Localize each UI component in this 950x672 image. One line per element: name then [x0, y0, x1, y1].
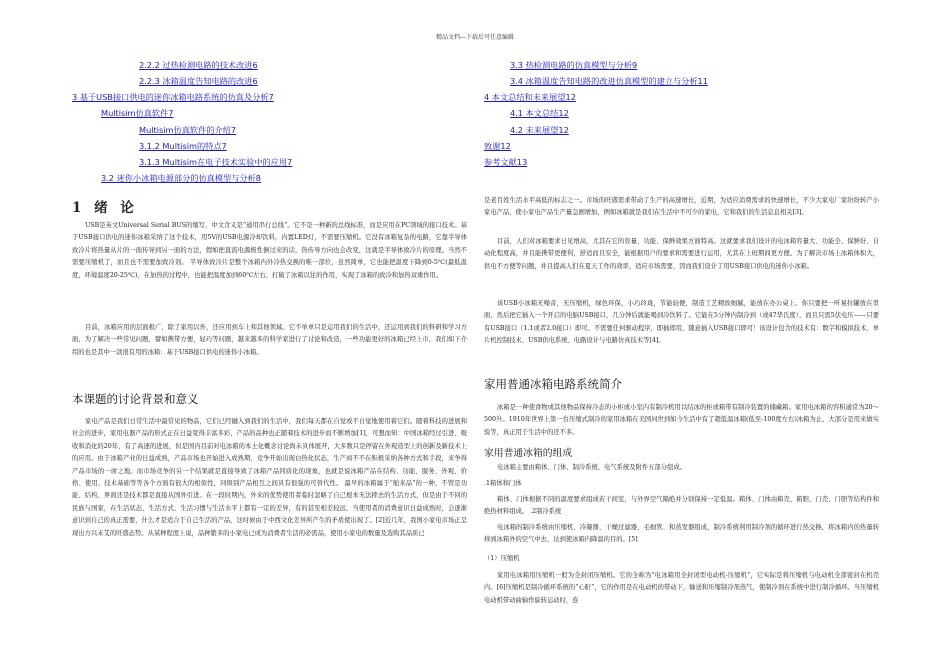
paragraph-fridge-definition: 冰箱是一种使食物或其他物品保持冷态的小柜或小室内有制冷机用以结冰的柜或箱带有制冷装置的储藏箱。家用电冰箱的容积通常为20～500升。1910年世界上第一台压缩式制冷的家用冰箱在美国问世到如今生活中有了超低温冰箱(低至-100度左右)冰箱为止，大部分是用来做实验等，真正用于生活中的还不多。: [484, 404, 879, 436]
section-title-home-fridge: 家用普通冰箱电路系统简介: [484, 377, 622, 391]
toc-link-2-2-3[interactable]: 2.2.3 冰箱温度告知电路的改进6: [139, 76, 258, 86]
paragraph-composition: 电冰箱主要由箱体、门体、制冷系统、电气系统及附件五部分组成。: [497, 464, 686, 471]
toc-link-references[interactable]: 参考文献13: [484, 157, 528, 167]
toc-link-4-2[interactable]: 4.2 未来展望12: [510, 125, 569, 135]
toc-link-3-2[interactable]: 3.2 迷你小冰箱电源部分的仿真模型与分析8: [101, 173, 262, 183]
chapter-title: 1 绪 论: [72, 200, 138, 216]
paragraph-requirements: 目前，人们对冰箱要求日见增高，尤其在它的容量、功能、保鲜效果方面特高。这就要求我们设计的电冰箱容量大、功能全、保鲜好、自动化程度高，并且能携带更便利，舒适而且安全，能根据用户的要求和需要进行运用，尤其在上班期间更方便。为了解决市场上冰箱体积大，供电不方便等问题，并且提高人们在夏天工作的效率，适应市场需要，因而我们设计了用USB接口供电的迷你小冰箱。: [484, 238, 879, 270]
paragraph-refrigeration-system: 电冰箱的制冷系统由压缩机、冷凝器、干燥过滤器、毛细管、和蒸发器组成，制冷系统利用制冷剂的循环进行热交换，将冰箱内的热量转移到冰箱外的空气中去，达到使冰箱内降温的目的。[5]: [484, 524, 879, 544]
toc-link-multisim-software[interactable]: Multisim仿真软件7: [101, 108, 174, 118]
paragraph-cabinet: 箱体、门体根据不同的温度要求组成若干间室，与外界空气隔绝并分别保持一定低温。箱体、门体由箱壳、箱胆、门壳、门胆等结构件和绝热材料组成。 .2制冷系统: [484, 496, 879, 516]
section-title-background: 本课题的讨论背景和意义: [72, 392, 199, 406]
toc-link-multisim-intro[interactable]: Multisim仿真软件的介绍7: [139, 125, 237, 135]
continued-paragraph: 是老百姓生活水平高低的标志之一。市场的旺盛需求带动了生产的高速增长，近期，为适应消费需求的快速增长，不少大家电厂家纷纷转产小家电产品，使小家电产品生产量急剧增加，例如冰箱就是我们在生活中不可少的家电，它和我们的生活息息相关[3]。: [484, 197, 879, 217]
toc-link-acknowledgements[interactable]: 致谢12: [484, 141, 511, 151]
toc-link-3-4[interactable]: 3.4 冰箱温度告知电路的改进仿真模型的建立与分析11: [510, 76, 708, 86]
toc-link-4-1[interactable]: 4.1 本文总结12: [510, 108, 569, 118]
toc-link-3-1-2[interactable]: 3.1.2 Multisim的特点7: [139, 141, 227, 151]
intro-paragraph-2: 目前，冰箱应用的层面极广，除了家用以外，还应用到车上和其他领域。它不单单只是运用我们的生活中，还运用到我们的科研和学习方面，为了解决一些常见问题，譬如携带方便，轻巧等问题，越来越多的科学家进行了讨论和改造，一些功能更好的冰箱已经上市，我们如下介绍的也是其中一款很有用的冰箱：基于USB接口供电的迷你小冰箱。: [72, 324, 467, 356]
toc-link-4[interactable]: 4 本文总结和未来展望12: [484, 92, 576, 102]
page-header: 精品文档---下载后可任意编辑: [435, 34, 515, 41]
toc-link-3-3[interactable]: 3.3 热检测电路的仿真模型与分析9: [510, 60, 638, 70]
item-cabinet-door: .1箱体和门体: [484, 480, 522, 487]
paragraph-compressor: 家用电冰箱用压缩机一般为全封闭压缩机。它的全称为“电冰箱用全封闭型电动机-压缩机”，它实际是将压缩机与电动机全部密封在机壳内。[6]压缩机是制冷循环系统的“心脏”，它的作用是在电动机的带动下，输送和压缩制冷剂蒸气，使制冷剂在系统中进行制冷循环。当压缩机电动机带动曲轴作旋转运动时，连: [484, 572, 879, 604]
toc-link-2-2-2[interactable]: 2.2.2 过热检测电路的技术改进6: [139, 60, 258, 70]
background-paragraph: 家电产品是我们日常生活中最常见的物品，它们已经融入到我们的生活中，我们每天都在自觉或不自觉地使用着它们。随着科技的进展和社会的进步，家用电器产品的形式正在日益变得丰富多彩，产品的品种也正随着技术的进步而不断增加[1]，可想而知：中国冰箱经过引进、吸收和消化的20年，有了高速的进展，但是国内目前对电冰箱的本土化概念讨论尚未具体展开，大多数只是停留在外观造型上的创新及新技术上的应用。由于冰箱产业的日益成熟，产品市场也开始进入成熟期，竞争开始出现白热化状态，生产商不不在积极采纳各种方式和手段，来争得产品市场的一席之地。而市场竞争的另一个结果就是直接导致了冰箱产品同质化的现象，也就是说冰箱产品在结构、功能、服务、外观、价格、使用、技术基础等等各个方面有很大的相似性，同级别产品相互之间具有很强的可替代性。 最早的冰箱属于“舶来品”的一种，不管是功能、结构、界面还是技术都是直接从国外引进。在一段时期内，外来的优势使用者临时忽略了自己根本无法摔去的生活方式，但是由于不同的民族与国家，在生活状态、生活方式、生活习惯与生活水平上都有一定的差异，有的甚至相差较远，当使用者的消费意识日益成熟时，会逐渐意识到自己的真正需要，什么才是适合于自己生活的产品，这时候由于中西文化差异所产生的矛盾使出现了。[2]近几年，我国小家电市场正呈现出方兴未艾的旺盛态势。从某种程度上说，品种繁多的小家电已成为消费者生活的必需品，使用小家电的数量及选购其品质已: [72, 418, 467, 537]
item-compressor: （1）压缩机: [484, 555, 520, 562]
toc-link-3[interactable]: 3 基于USB接口供电的迷你冰箱电路系统的仿真及分析7: [72, 92, 274, 102]
toc-link-3-1-3[interactable]: 3.1.3 Multisim在电子技术实验中的应用7: [139, 157, 293, 167]
subsection-title-composition: 家用普通冰箱的组成: [484, 448, 573, 459]
intro-paragraph-1: USB是英文Universal Serial BUS的缩写，中文含义是“通用串行总线”。它不是一种新的总线标准，而是应用在PC领域的接口技术。基于USB接口供电的迷你冰箱采纳了这个技术，用5V的USB电源冷却饮料，内置LED灯，不需要压缩机。它没有冰箱复杂的电路，它靠半导体致冷片将热量从片的一面传导到另一面的方法，假如把直流电源极性倒过来的话，热传导方向也会改变，这就是半导体致冷片的原理。当然不需要压缩机了，而且也不需要加致冷剂。 半导体致冷片是整个冰箱内外冷热交换的唯一部位，虽然简单，它也能把温度下降到0-5℃(最低温度，环境温度20-25℃)，在加热的过程中，也能把温度加到60℃左右，打破了冰箱以往的作用，实现了冰箱的致冷和加热双重作用。: [72, 222, 467, 279]
paragraph-usb-fridge: 该USB小冰箱无噪音，无压缩机，绿色环保，小巧玲珑，节能轻便，制造工艺精致细腻，能放在办公桌上。你只要把一听易拉罐放在里面，然后把它插入一个开启的电脑USB接口，几分钟后就能喝到冷饮料了。它能在5分钟内制冷到（或47华氏度），而且只需5伏电压——只要有USB接口（1.1或者2.0接口）即可。不需要任何驱动程序，即插即用，随意插入USB接口即可！该设计包含的技术有：数字和模拟技术、单片机控制技术、USB供电系统、电路设计与电路仿真技术等[4]。: [484, 300, 879, 345]
